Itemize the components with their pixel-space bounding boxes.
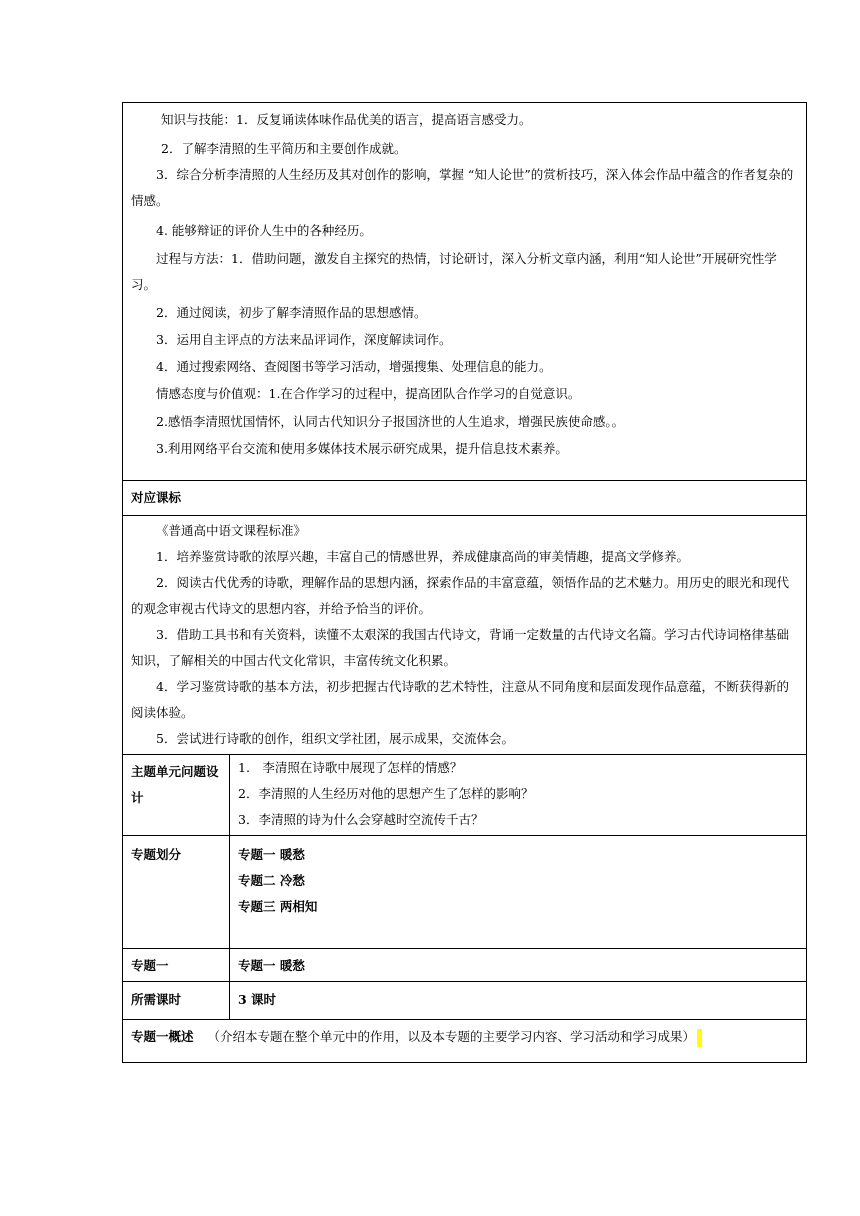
- emotion-2: 2.感悟李清照忧国情怀，认同古代知识分子报国济世的人生追求，增强民族使命感。。: [156, 414, 625, 429]
- knowledge-4: 4. 能够辩证的评价人生中的各种经历。: [156, 223, 372, 238]
- standard-item-2: 2．阅读古代优秀的诗歌，理解作品的思想内涵，探索作品的丰富意蕴，领悟作品的艺术魅力。用历史的眼光和现代的观念审视古代诗文的思想内容，并给予恰当的评价。: [131, 575, 789, 616]
- overview-row: [123, 1020, 807, 1063]
- topic1-value: 专题一 暖愁: [230, 949, 807, 982]
- standards-header: 对应课标: [123, 481, 807, 516]
- division-item-3: 专题三 两相知: [238, 899, 318, 914]
- hours-value: 3 课时: [230, 982, 807, 1020]
- knowledge-3: 3．综合分析李清照的人生经历及其对创作的影响，掌握 “知人论世”的赏析技巧，深入体会作品中蕴含的作者复杂的情感。: [131, 167, 794, 208]
- division-label: 专题划分: [123, 836, 230, 949]
- objectives-row: [123, 103, 807, 481]
- topic1-label: 专题一: [123, 949, 230, 982]
- process-1: 过程与方法：1．借助问题，激发自主探究的热情，讨论研讨，深入分析文章内涵，利用“知人论世”开展研究性学习。: [131, 251, 777, 292]
- standard-item-1: 1．培养鉴赏诗歌的浓厚兴趣，丰富自己的情感世界，养成健康高尚的审美情趣，提高文学修养。: [156, 549, 689, 564]
- question-3: 3．李清照的诗为什么会穿越时空流传千古？: [238, 812, 484, 827]
- overview-label: 专题一概述: [131, 1029, 194, 1044]
- emotion-3: 3.利用网络平台交流和使用多媒体技术展示研究成果，提升信息技术素养。: [156, 441, 568, 456]
- lesson-plan-table: [122, 102, 807, 1063]
- standards-cell: [123, 516, 807, 755]
- topic1-row: [123, 949, 807, 982]
- knowledge-1: 知识与技能：1．反复诵读体味作品优美的语言，提高语言感受力。: [161, 112, 532, 127]
- questions-row: [123, 755, 807, 836]
- standards-title: 《普通高中语文课程标准》: [156, 523, 307, 538]
- standard-item-5: 5．尝试进行诗歌的创作，组织文学社团，展示成果，交流体会。: [156, 731, 514, 746]
- overview-text: （介绍本专题在整个单元中的作用，以及本专题的主要学习内容、学习活动和学习成果）: [207, 1029, 696, 1044]
- highlight-mark: [697, 1029, 702, 1047]
- standard-item-3: 3．借助工具书和有关资料，读懂不太艰深的我国古代诗文，背诵一定数量的古代诗文名篇。学习古代诗词格律基础知识，了解相关的中国古代文化常识，丰富传统文化积累。: [131, 627, 789, 668]
- hours-label: 所需课时: [123, 982, 230, 1020]
- standards-row: [123, 516, 807, 755]
- question-1: 1. 李清照在诗歌中展现了怎样的情感？: [238, 760, 463, 775]
- hours-row: [123, 982, 807, 1020]
- process-3: 3．运用自主评点的方法来品评词作，深度解读词作。: [156, 332, 452, 347]
- division-item-1: 专题一 暖愁: [238, 847, 305, 862]
- overview-cell: [123, 1020, 807, 1063]
- process-2: 2．通过阅读，初步了解李清照作品的思想感情。: [156, 305, 427, 320]
- questions-label: 主题单元问题设计: [123, 755, 230, 836]
- questions-cell: [230, 755, 807, 836]
- objectives-cell: [123, 103, 807, 481]
- emotion-1: 情感态度与价值观：1.在合作学习的过程中，提高团队合作学习的自觉意识。: [156, 386, 581, 401]
- knowledge-2: 2．了解李清照的生平简历和主要创作成就。: [161, 141, 407, 156]
- division-cell: [230, 836, 807, 949]
- process-4: 4．通过搜索网络、查阅图书等学习活动，增强搜集、处理信息的能力。: [156, 359, 552, 374]
- division-item-2: 专题二 冷愁: [238, 873, 305, 888]
- standards-header-row: [123, 481, 807, 516]
- division-row: [123, 836, 807, 949]
- standard-item-4: 4．学习鉴赏诗歌的基本方法，初步把握古代诗歌的艺术特性，注意从不同角度和层面发现作品意蕴，不断获得新的阅读体验。: [131, 679, 789, 720]
- question-2: 2．李清照的人生经历对他的思想产生了怎样的影响？: [238, 786, 534, 801]
